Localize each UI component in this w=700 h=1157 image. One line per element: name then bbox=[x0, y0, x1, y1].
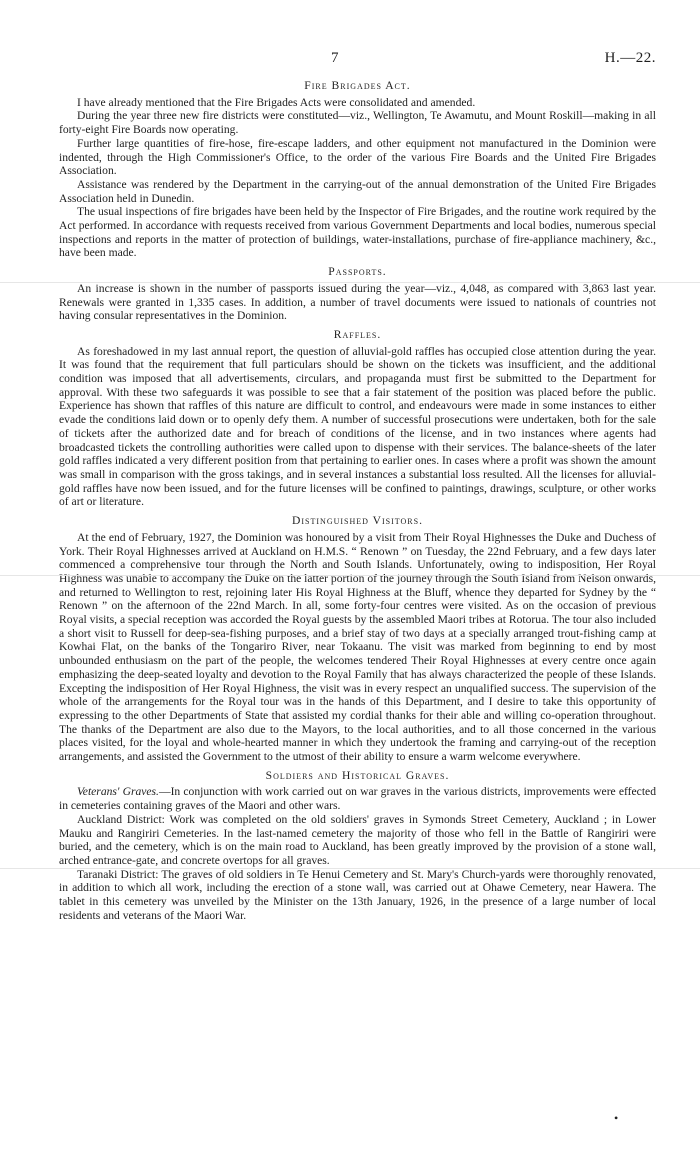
section-heading: Fire Brigades Act. bbox=[304, 79, 411, 92]
fold-line bbox=[0, 282, 700, 283]
paragraph: Further large quantities of fire-hose, fire-escape ladders, and other equipment not manufactured in the Dominion were indented, through the High Commissioner's Office, to the order of the various Fire Boards and the United Fire Brigades Association. bbox=[59, 136, 656, 178]
section-raffles bbox=[59, 328, 656, 509]
page-header bbox=[59, 52, 656, 74]
section-heading: Passports. bbox=[328, 265, 387, 279]
italic-lead: Veterans' Graves. bbox=[77, 785, 159, 799]
paragraph: During the year three new fire districts were constituted—viz., Wellington, Te Awamutu, and Mount Roskill—making in all forty-eight Fire Boards now operating. bbox=[59, 109, 656, 137]
paragraph-text: —In conjunction with work carried out on war graves in the various districts, improvements were effected in cemeteries containing graves of the Maori and other wars. bbox=[59, 785, 656, 813]
fold-line bbox=[0, 575, 700, 576]
footer-mark: • bbox=[614, 1111, 619, 1125]
paragraph-veterans-graves bbox=[59, 785, 656, 812]
section-soldiers-graves bbox=[59, 769, 656, 923]
paragraph: Assistance was rendered by the Department in the carrying-out of the annual demonstration of the United Fire Brigades Association held in Dunedin. bbox=[59, 177, 656, 205]
paragraph: At the end of February, 1927, the Dominion was honoured by a visit from Their Royal Highnesses the Duke and Duchess of York. Their Royal Highnesses arrived at Auckland on H.M.S. “ Renown ” on Tuesday, the 22nd February, and a few days later commenced a comprehensive tour through the North and South Islands. Unfortunately, owing to indisposition, Her Royal Highness was unable to accompany the Duke on the latter portion of the journey through the South Island from Nelson onwards, and returned to Wellington to rest, rejoining later His Royal Highness at the Bluff, whence they departed for Sydney by the “ Renown ” on the afternoon of the 22nd March. In all, some forty-four centres were visited. As on the occasion of previous Royal visits, a special reception was accorded the Royal guests by the assembled Maori tribes at Rotorua. The tour also included a short visit to Russell for deep-sea-fishing purposes, and a brief stay of two days at a specially arranged trout-fishing camp at Kowhai Flat, on the banks of the Tongariro River, near Tokaanu. The visit was marked from beginning to end by most unbounded enthusiasm on the part of the people, the welcomes tendered Their Royal Highnesses at every centre once again emphasizing the deep-seated loyalty and devotion to the Royal Family that has always characterized the people of these Islands. Excepting the indisposition of Her Royal Highness, the visit was in every respect an unqualified success. The supervision of the whole of the arrangements for the Royal tour was in the hands of this Department, and I desire to take this opportunity of expressing to the other Departments of State that assisted my cordial thanks for their able and willing co-operation throughout. The thanks of the Department are also due to the Mayors, to the local authorities, and to all those concerned in the various places visited, for the loyal and whole-hearted manner in which they undertook the framing and carrying-out of the reception arrangements, and assisted the Government to the utmost of their ability to ensure a warm welcome everywhere. bbox=[59, 530, 656, 764]
section-heading: Soldiers and Historical Graves. bbox=[265, 768, 450, 782]
paragraph: I have already mentioned that the Fire Brigades Acts were consolidated and amended. bbox=[77, 95, 476, 109]
paragraph: An increase is shown in the number of passports issued during the year—viz., 4,048, as compared with 3,863 last year. Renewals were granted in 1,335 cases. In addition, a number of travel documents were issued to nationals of countries not having consular representatives in the Dominion. bbox=[59, 281, 656, 323]
section-distinguished-visitors bbox=[59, 514, 656, 764]
section-heading: Raffles. bbox=[333, 327, 382, 341]
section-fire-brigades bbox=[59, 79, 656, 260]
section-heading: Distinguished Visitors. bbox=[292, 514, 423, 528]
paragraph: The usual inspections of fire brigades have been held by the Inspector of Fire Brigades, and the routine work required by the Act performed. In accordance with requests received from various Government Departments and local bodies, numerous special inspections and reports in the matter of protection of buildings, water-installations, purchase of fire-appliance machinery, &c., have been made. bbox=[59, 205, 656, 260]
fold-line bbox=[0, 868, 700, 869]
paragraph: Taranaki District: The graves of old soldiers in Te Henui Cemetery and St. Mary's Church-yards were thoroughly renovated, in addition to which all work, including the erection of a stone wall, was carried out at Ohawe Cemetery, near Hawera. The tablet in this cemetery was unveiled by the Minister on the 13th January, 1926, in the presence of a large number of local residents and veterans of the Maori War. bbox=[59, 867, 656, 922]
paragraph: As foreshadowed in my last annual report, the question of alluvial-gold raffles has occupied close attention during the year. It was found that the requirement that full particulars should be shown on the tickets was insufficient, and the additional condition was imposed that all advertisements, circulars, and propaganda must first be submitted to the Department for approval. With these two safeguards it was possible to see that a fair statement of the position was placed before the public. Experience has shown that raffles of this nature are difficult to control, and endeavours were made in some instances to either evade the conditions laid down or to openly defy them. A number of successful prosecutions were undertaken, both for the sale of tickets after the authorized date and for breach of conditions of the license, and in two instances where agents had broadcasted tickets the controlling authorities were called upon to dispense with their services. The balance-sheets of the later gold raffles indicated a very different position from that pertaining to earlier ones. In cases where a profit was shown the amount was small in comparison with the gross takings, and in several instances a substantial loss resulted. All the licenses for alluvial-gold raffles have now been issued, and for the future licenses will be confined to paintings, drawings, sculpture, or other works of art or literature. bbox=[59, 344, 656, 509]
page-number: 7 bbox=[331, 50, 339, 66]
document-reference: H.—22. bbox=[604, 50, 656, 66]
section-passports bbox=[59, 265, 656, 323]
paragraph: Auckland District: Work was completed on the old soldiers' graves in Symonds Street Cemetery, Auckland ; in Lower Mauku and Rangiriri Cemeteries. In the last-named cemetery the majority of those who fell in the Battle of Rangiriri were buried, and the cemetery, which is on the main road to Auckland, has been greatly improved by the provision of a stone wall, arched entrance-gate, and concrete overtops for all graves. bbox=[59, 812, 656, 867]
